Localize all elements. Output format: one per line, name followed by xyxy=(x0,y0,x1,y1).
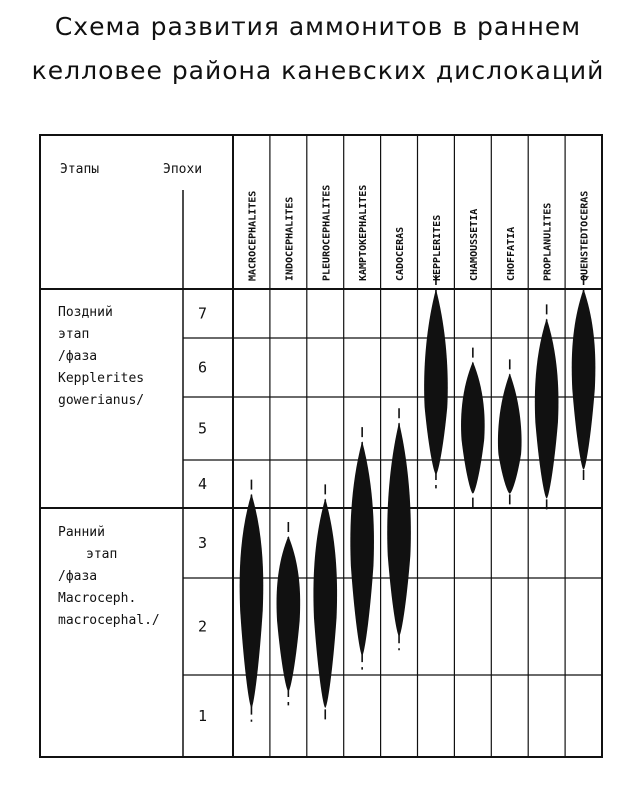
stage-label-line: /фаза xyxy=(58,349,98,364)
genus-label: CHAMOUSSETIA xyxy=(468,208,480,281)
range-spindle xyxy=(277,536,301,691)
range-spindle xyxy=(498,373,522,493)
genus-label: CHOFFATIA xyxy=(505,226,517,281)
stage-label-line: Kepplerites xyxy=(58,371,145,386)
genus-label: QUENSTEDTOCERAS xyxy=(579,190,591,281)
genus-label: PROPLANULITES xyxy=(542,202,554,281)
range-spindle xyxy=(350,441,374,655)
epoch-label: 7 xyxy=(198,304,208,323)
stage-label-line: macrocephal./ xyxy=(58,613,160,628)
range-spindle xyxy=(387,422,411,636)
range-spindle xyxy=(572,289,596,470)
genus-label: PLEUROCEPHALITES xyxy=(321,184,333,281)
genus-label: KAMPTOKEPHALITES xyxy=(358,184,370,281)
epochs-header: Эпохи xyxy=(163,162,203,177)
stage-label-line: /фаза xyxy=(58,569,98,584)
stage-label-line: этап xyxy=(58,327,90,342)
stage-label-line: Ранний xyxy=(58,525,105,540)
stage-label-line: gowerianus/ xyxy=(58,393,145,408)
genus-label: MACROCEPHALITES xyxy=(247,190,259,281)
diagram-title-line-2: келловее района каневских дислокаций xyxy=(31,56,605,85)
stage-label-line: Macroceph. xyxy=(58,591,137,606)
stage-label-line: Поздний xyxy=(58,305,113,320)
range-spindle xyxy=(461,362,485,494)
genus-label: INDOCEPHALITES xyxy=(284,196,296,281)
genus-label: CADOCERAS xyxy=(395,226,407,281)
diagram-title-line-1: Схема развития аммонитов в раннем xyxy=(54,12,582,41)
stage-label-line: этап xyxy=(86,547,118,562)
epoch-label: 3 xyxy=(198,534,208,552)
range-spindle xyxy=(424,289,448,474)
epoch-label: 6 xyxy=(198,358,208,377)
epoch-label: 4 xyxy=(198,475,208,493)
genus-label: KEPPLERITES xyxy=(431,214,443,281)
range-spindle xyxy=(313,498,337,707)
epoch-label: 5 xyxy=(198,419,208,438)
stages-header: Этапы xyxy=(60,162,100,177)
epoch-label: 1 xyxy=(198,707,208,725)
range-spindle xyxy=(240,494,264,708)
range-spindle xyxy=(535,318,559,498)
epoch-label: 2 xyxy=(198,617,208,636)
